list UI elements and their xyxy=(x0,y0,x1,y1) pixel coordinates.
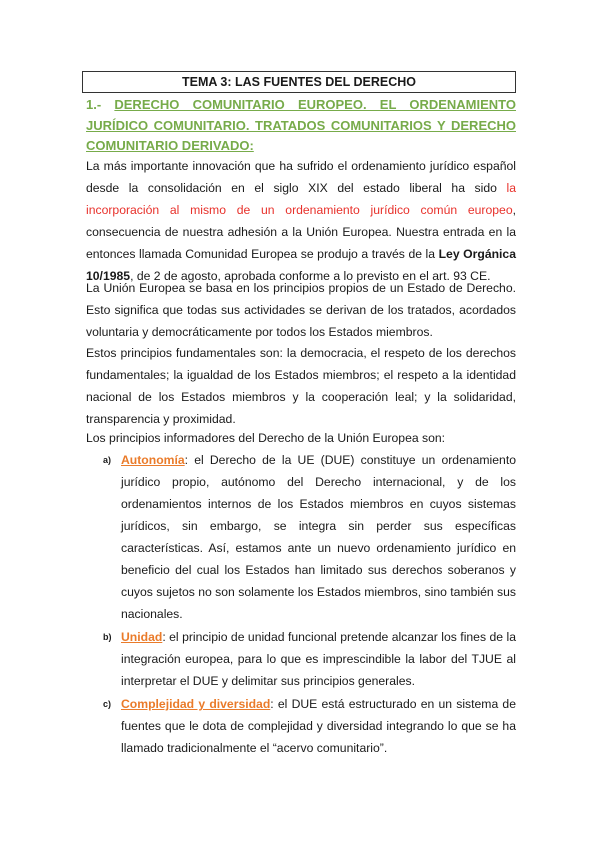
principles-list xyxy=(103,449,516,759)
document-title: TEMA 3: LAS FUENTES DEL DERECHO xyxy=(82,71,516,93)
principle-text: : el principio de unidad funcional pretende alcanzar los fines de la integración europea, para lo que es imprescindible la labor del TJUE al interpretar el DUE y delimitar sus principios generales. xyxy=(121,630,516,688)
paragraph-rule-of-law: La Unión Europea se basa en los principios propios de un Estado de Derecho. Esto significa que todas sus actividades se derivan de los tratados, acordados voluntaria y democráticamente por todos los Estados miembros. xyxy=(86,281,516,339)
list-marker: b) xyxy=(103,632,112,642)
paragraph-intro-text-3: , de 2 de agosto, aprobada conforme a lo previsto en el art. 93 CE. xyxy=(130,269,491,283)
section-heading-text: DERECHO COMUNITARIO EUROPEO. EL ORDENAMIENTO JURÍDICO COMUNITARIO. TRATADOS COMUNITARIOS Y DERECHO COMUNITARIO DERIVADO: xyxy=(86,97,516,153)
section-heading xyxy=(86,95,516,157)
principle-term: Unidad xyxy=(121,630,163,644)
highlighted-text: la incorporación al mismo de un ordenamiento jurídico común europeo xyxy=(86,181,516,217)
principle-text: : el DUE está estructurado en un sistema de fuentes que le dota de complejidad y diversidad integrando lo que se ha llamado tradicionalmente el “acervo comunitario”. xyxy=(121,697,516,755)
section-number: 1.- xyxy=(86,97,102,112)
list-marker: c) xyxy=(103,699,112,709)
list-item xyxy=(103,693,516,759)
paragraph-principles-intro: Los principios informadores del Derecho de la Unión Europea son: xyxy=(86,431,446,445)
law-reference: Ley Orgánica 10/1985 xyxy=(86,247,516,283)
principle-text: : el Derecho de la UE (DUE) constituye un ordenamiento jurídico propio, autónomo del Derecho internacional, y de los ordenamientos internos de los Estados miembros en cuyos sistemas jurídicos, sin embargo, se integra sin perder sus específicas características. Así, estamos ante un nuevo ordenamiento jurídico en beneficio del cual los Estados han limitado sus derechos soberanos y cuyos sujetos no son solamente los Estados miembros, sino también sus nacionales. xyxy=(121,453,516,621)
paragraph-intro-text: La más importante innovación que ha sufrido el ordenamiento jurídico español desde la consolidación en el siglo XIX del estado liberal ha sido xyxy=(86,159,516,195)
list-item xyxy=(103,626,516,692)
principle-term: Autonomía xyxy=(121,453,185,467)
list-item xyxy=(103,449,516,625)
paragraph-fundamental-principles: Estos principios fundamentales son: la democracia, el respeto de los derechos fundamentales; la igualdad de los Estados miembros; el respeto a la identidad nacional de los Estados miembros y la cooperación leal; y la solidaridad, transparencia y proximidad. xyxy=(86,346,516,426)
paragraph-intro xyxy=(86,155,516,287)
list-marker: a) xyxy=(103,455,112,465)
paragraph-intro-text-2: , consecuencia de nuestra adhesión a la Unión Europea. Nuestra entrada en la entonces llamada Comunidad Europea se produjo a través de la xyxy=(86,203,516,261)
principle-term: Complejidad y diversidad xyxy=(121,697,271,711)
